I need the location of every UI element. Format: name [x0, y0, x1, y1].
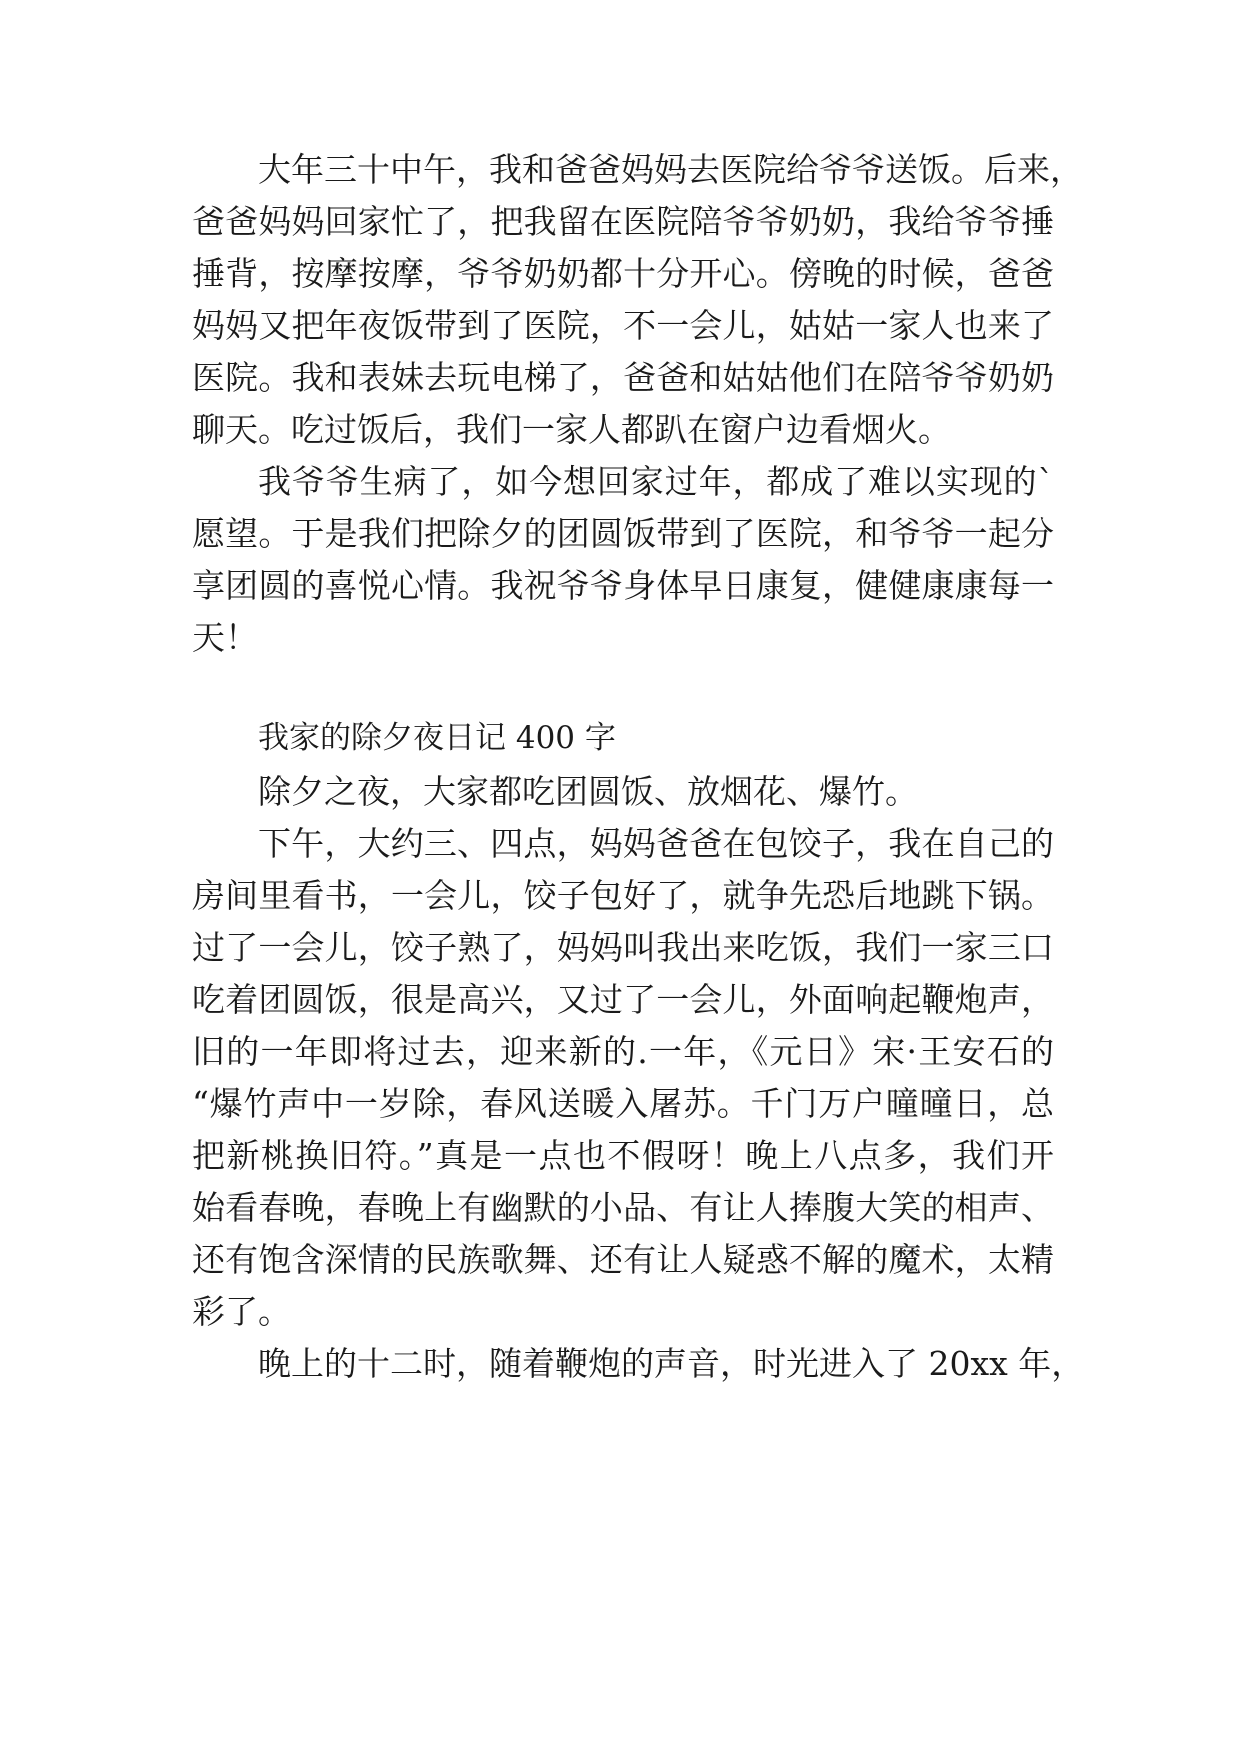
p2-line-2: 愿望。于是我们把除夕的团圆饭带到了医院，和爷爷一起分 — [192, 514, 1054, 553]
p1-line-2: 爸爸妈妈回家忙了，把我留在医院陪爷爷奶奶，我给爷爷捶 — [192, 202, 1054, 241]
p4-line-10: 彩了。 — [192, 1292, 291, 1331]
p4-line-3: 过了一会儿，饺子熟了，妈妈叫我出来吃饭，我们一家三口 — [192, 928, 1054, 967]
p4-line-1: 下午，大约三、四点，妈妈爸爸在包饺子，我在自己的 — [258, 824, 1054, 863]
section-heading: 我家的除夕夜日记 400 字 — [258, 720, 616, 756]
p2-line-3: 享团圆的喜悦心情。我祝爷爷身体早日康复，健健康康每一 — [192, 566, 1054, 605]
p2-line-1: 我爷爷生病了，如今想回家过年，都成了难以实现的` — [258, 462, 1054, 501]
p4-line-6: “爆竹声中一岁除，春风送暖入屠苏。千门万户曈曈日，总 — [192, 1084, 1054, 1123]
p1-line-1: 大年三十中午，我和爸爸妈妈去医院给爷爷送饭。后来， — [258, 150, 1083, 189]
p1-line-5: 医院。我和表妹去玩电梯了，爸爸和姑姑他们在陪爷爷奶奶 — [192, 358, 1054, 397]
p3-line-1: 除夕之夜，大家都吃团圆饭、放烟花、爆竹。 — [258, 772, 918, 811]
p4-line-5: 旧的一年即将过去，迎来新的.一年，《元日》宋·王安石的 — [192, 1032, 1054, 1071]
p1-line-4: 妈妈又把年夜饭带到了医院，不一会儿，姑姑一家人也来了 — [192, 306, 1054, 345]
p2-line-4: 天！ — [192, 618, 258, 657]
p4-line-7: 把新桃换旧符。”真是一点也不假呀！晚上八点多，我们开 — [192, 1136, 1054, 1175]
p4-line-8: 始看春晚，春晚上有幽默的小品、有让人捧腹大笑的相声、 — [192, 1188, 1054, 1227]
p5-line-1: 晚上的十二时，随着鞭炮的声音，时光进入了 20xx 年， — [258, 1344, 1085, 1383]
p1-line-3: 捶背，按摩按摩，爷爷奶奶都十分开心。傍晚的时候，爸爸 — [192, 254, 1054, 293]
p4-line-9: 还有饱含深情的民族歌舞、还有让人疑惑不解的魔术，太精 — [192, 1240, 1054, 1279]
p4-line-2: 房间里看书，一会儿，饺子包好了，就争先恐后地跳下锅。 — [192, 876, 1054, 915]
p1-line-6: 聊天。吃过饭后，我们一家人都趴在窗户边看烟火。 — [192, 410, 951, 449]
p4-line-4: 吃着团圆饭，很是高兴，又过了一会儿，外面响起鞭炮声， — [192, 980, 1054, 1019]
